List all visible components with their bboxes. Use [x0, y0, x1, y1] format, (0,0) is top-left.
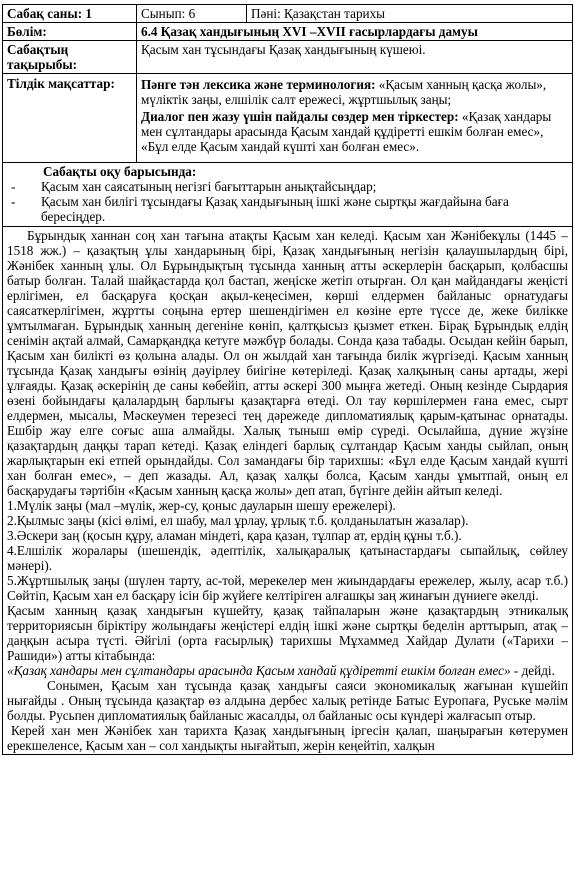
- quote-tail: - дейді.: [510, 663, 555, 678]
- lesson-plan-table: [2, 4, 573, 755]
- language-goals-row: [3, 74, 573, 163]
- lesson-flow-cell: [3, 163, 573, 227]
- goal-text: Қасым хан саясатының негізгі бағыттарын анықтайсыңдар;: [41, 179, 377, 194]
- lexicon-paragraph: [141, 77, 568, 107]
- lesson-flow-title: Сабақты оқу барысында:: [43, 164, 197, 179]
- lesson-text-cell: [3, 227, 573, 755]
- language-goals-cell: [137, 74, 573, 163]
- header-row: [3, 5, 573, 23]
- law-item-3: 3.Әскери заң (қосын құру, аламан міндеті, қара қазан, тұлпар ат, ердің құны т.б.).: [7, 528, 462, 543]
- section-value: 6.4 Қазақ хандығының XVI –XVII ғасырлардағы дамуы: [137, 23, 573, 41]
- text-paragraph-3: Сонымен, Қасым хан тұсында қазақ хандығы саяси экономикалық жағынан күшейіп нығайды . Оның тұсында қазақтар өз алдына дербес халық ретінде Батыс Еуропаға, Руське мәлім болды. Русьпен дипломатиялық байланыс жасалды, ол байланыс осы күндері жалғасып отыр.: [7, 678, 568, 723]
- language-goals-label: Тілдік мақсаттар:: [3, 74, 137, 163]
- bullet-dash: -: [11, 179, 16, 194]
- dialogue-label: Диалог пен жазу үшін пайдалы сөздер мен тіркестер:: [141, 109, 459, 124]
- list-item: [9, 194, 568, 224]
- text-paragraph-4: Керей хан мен Жәнібек хан тарихта Қазақ хандығының іргесін қалап, шаңырағын көтерумен ерекшеленсе, Қасым хан – сол хандықты нығайтып, жерін кеңейтіп, халқын: [7, 723, 568, 753]
- lesson-goals-list: [7, 179, 568, 224]
- lesson-text-row: [3, 227, 573, 755]
- law-item-2: 2.Қылмыс заңы (кісі өлімі, ел шабу, мал ұрлау, ұрлық т.б. қолданылатын жазалар).: [7, 513, 469, 528]
- law-item-5: 5.Жұртшылық заңы (шүлен тарту, ас-той, мерекелер мен жиындардағы ережелер, жылу, асар т.б.) Сөйтіп, Қасым хан ел басқару ісін бір жүйеге келтіріген алғашқы заң жинағын дүниеге әкелді.: [7, 573, 568, 603]
- list-item: [9, 179, 568, 194]
- topic-label: Сабақтың тақырыбы:: [3, 41, 137, 74]
- lesson-number: Сабақ саны: 1: [3, 5, 137, 23]
- dulati-quote: «Қазақ хандары мен сұлтандары арасында Қасым хандай құдіретті ешкім болған емес»: [7, 663, 511, 678]
- goal-text: Қасым хан билігі тұсындағы Қазақ хандығының ішкі және сыртқы жағдайына баға бересіңдер.: [41, 194, 509, 224]
- dialogue-paragraph: [141, 109, 568, 154]
- subject: Пәні: Қазақстан тарихы: [247, 5, 573, 23]
- text-paragraph-2: Қасым ханның қазақ хандығын күшейту, қазақ тайпаларын және қазақтардың этникалық территориясын біріктіру жолындағы жеңістері елдің ішкі және сыртқы беделін арттырып, атақ – даңқын асыра түсті. Әйгілі (орта ғасырлық) тарихшы Мұхаммед Хайдар Дулати («Тарихи – Рашиди») атты кітабында:: [7, 603, 568, 663]
- lesson-flow-row: [3, 163, 573, 227]
- topic-value: Қасым хан тұсындағы Қазақ хандығының күшеюі.: [137, 41, 573, 74]
- text-paragraph-1: Бұрындық ханнан соң хан тағына атақты Қасым хан келеді. Қасым хан Жәнібекұлы (1445 – 1518 жж.) – қазақтың ұлы хандарының бірі, Қазақ хандығының негізін қалаушылардың бірі, Жәнібек ханның ұлы. Ол Бұрындықтың тұсында ханның атты әскерлерін басқарып, қолбасшы батыр болған. Талай шайқастарда қол бастап, жеңіске жетіп отырған. Ол қан майдандағы жеңісті ерлігімен, ел басқаруға қосқан ақыл-кеңесімен, көрші елдермен байланыс орнатудағы саясаткерлігімен, жұртты соңына ертер шешендігімен ел көзіне ерте түссе де, жеке билікке ұмтылмаған. Бұрындық ханның дегеніне көніп, қалтқысыз қызмет еткен. Бірақ Бұрындық елдің сенімін ақтай алмай, Самарқандқа кетуге мәжбүр болады. Сонда қаза табады. Осыдан кейін барып, Қасым хан билікті өз қолына алады. Ол он жылдай хан тағында билік жүргізеді. Қасым ханның тұсында Қазақ хандығы өзінің дәуірлеу биігіне көтеріледі. Қазақ халқының саны артады, жері ұлғаяды. Қазақ әскерінің де саны көбейіп, атты әскері 300 мыңға жетеді. Оның кезінде Сырдария өзені бойындағы қалалардың барлығы қазақтарға өтеді. Ол тау көршілермен ғана емес, сырт елдермен, мысалы, Мәскеумен терезесі тең дәрежеде дипломатиялық қарым-қатынас орнатады. Ешбір жау елге соғыс аша алмайды. Халық тыныш өмір сүреді. Осылайша, дүние жүзіне қазақтардың даңқы тарап кетеді. Қазақ еліндегі барлық сұлтандар Қасым ханды сыйлап, оның жарлықтарын екі етпей орындайды. Сол замандағы бір тарихшы: «Бұл елде Қасым хандай күшті хан болған емес», – деп жазады. Ал, қазақ халқы болса, Қасым ханды ұмытпай, оның ел басқарудағы тәртібін «Қасым ханның қасқа жолы» деп атап, бүгінге дейін айтып келеді.: [7, 228, 568, 498]
- lexicon-text: «Қасым ханның қасқа жолы», мүліктік заңы, елшілік салт ережесі, жұртшылық заңы;: [141, 77, 547, 107]
- grade: Сынып: 6: [137, 5, 247, 23]
- lesson-plan-page: [2, 4, 572, 755]
- topic-row: [3, 41, 573, 74]
- dialogue-text: «Қазақ хандары мен сұлтандары арасында Қасым хандай құдіретті ешкім болған емес», «Бұл елде Қасым хандай күшті хан болған емес».: [141, 109, 552, 154]
- section-label: Бөлім:: [3, 23, 137, 41]
- lexicon-label: Пәнге тән лексика және терминология:: [141, 77, 376, 92]
- law-item-4: 4.Елшілік жоралары (шешендік, әдептілік, халықаралық қатынастардағы сыпайлық, сөйлеу мәнері).: [7, 543, 568, 573]
- bullet-dash: -: [11, 194, 16, 209]
- law-item-1: 1.Мүлік заңы (мал –мүлік, жер-су, қоныс дауларын шешу ережелері).: [7, 498, 396, 513]
- section-row: [3, 23, 573, 41]
- quote-paragraph: [7, 663, 568, 678]
